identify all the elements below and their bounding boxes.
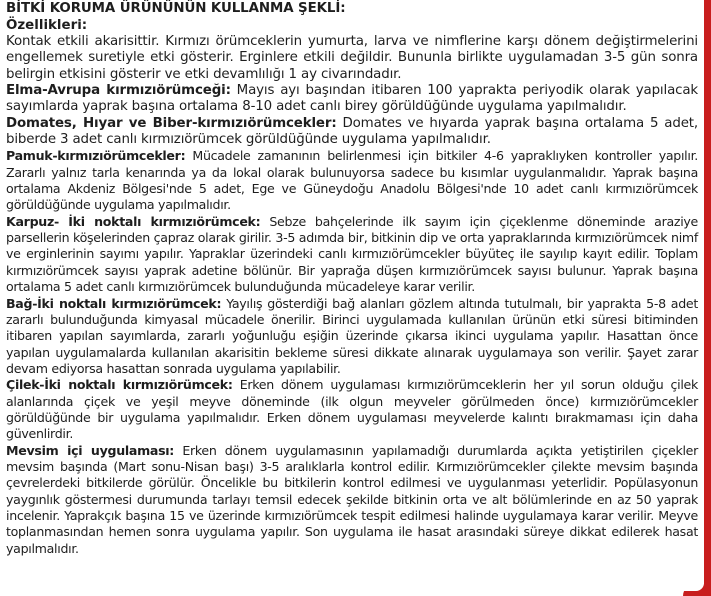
section-cilek	[6, 377, 698, 442]
section-bag	[6, 296, 698, 378]
section-text: Mayıs ayı başından itibaren 100 yaprakta periyodik olarak yapılacak sayımlarda yaprak başına ortalama 8-10 adet canlı birey görüldüğünde uygulama yapılmalıdır.	[6, 83, 699, 115]
document-title: BİTKİ KORUMA ÜRÜNÜNÜN KULLANMA ŞEKLİ:	[6, 1, 346, 16]
section-mevsim	[6, 443, 698, 557]
document-page	[6, 0, 698, 557]
section-text: Domates ve hıyarda yaprak başına ortalama 5 adet, biberde 3 adet canlı kırmızıörümcek görüldüğünde uygulama yapılmalıdır.	[6, 115, 698, 148]
section-text: Erken dönem uygulamasının yapılamadığı durumlarda açıkta yetiştirilen çiçekler mevsim başında (Mart sonu-Nisan başı) 3-5 aralıklarla kontrol edilir. Kırmızıörümcekler çilekte mevsim başında çevrelerdeki bitkilerde görülür. Öncelikle bu bitkilerin kontrol edilmesi ve uygulanması yeterlidir. Popülasyonun yaygınlık göstermesi durumunda tarlayı temsil edecek şekilde bitkinin orta ve alt bölümlerinde en az 50 yaprak incelenir. Yaprakçık başına 15 ve üzerinde kırmızıörümcek tespit edilmesi halinde uygulamaya karar verilir. Meyve toplanmasından hemen sonra uygulama yapılır. Son uygulama ile hasat arasındaki süreye dikkat edilerek hasat yapılmalıdır.	[6, 442, 698, 556]
section-text: Sebze bahçelerinde ilk sayım için çiçeklenme döneminde araziye parsellerin köşelerinden çapraz olarak girilir. 3-5 adımda bir, bitkinin dip ve orta yapraklarında kırmızıörümcek nimf ve erginlerinin sayımı yapılır. Yapraklar üzerindeki canlı kırmızıörümcekler büyüteç ile sayılıp kayıt edilir. Toplam kırmızıörümcek sayısı yaprak adetine bölünür. Bir yaprağa düşen kırmızıörümcek sayısı bulunur. Yaprak başına ortalama 5 adet canlı kırmızıörümcek bulunduğunda mücadeleye karar verilir.	[6, 213, 698, 295]
section-heading: Karpuz- İki noktalı kırmızıörümcek:	[6, 213, 261, 229]
section-elma	[6, 83, 698, 116]
section-heading: Bağ-İki noktalı kırmızıörümcek:	[6, 295, 222, 311]
section-heading: Elma-Avrupa kırmızıörümceği:	[6, 83, 231, 99]
section-text: Yayılış gösterdiği bağ alanları gözlem altında tutulmalı, bir yaprakta 5-8 adet zararlı bulunduğunda kimyasal mücadele önerilir. Birinci uygulamada kullanılan ürünün etki süresi bitiminden itibaren yapılan sayımlarda, zararlı yoğunluğu eşiğin üzerinde çıkarsa ikinci uygulama yapılır. Hasattan önce yapılan uygulamalarda kullanılan akarisitin bekleme süresi dikkate alınarak uygulamaya son verilir. Şayet zarar devam ediyorsa hasattan sonrada uygulama yapılabilir.	[6, 295, 698, 376]
section-pamuk	[6, 148, 698, 213]
section-heading: Pamuk-kırmızıörümcekler:	[6, 148, 186, 164]
section-text: Mücadele zamanının belirlenmesi için bitkiler 4-6 yapraklıyken kontroller yapılır. Zararlı yalnız tarla kenarında ya da lokal olarak bulunuyorsa sadece bu kısımlar uygulanmalıdır. Yaprak başına ortalama Akdeniz Bölgesi'nde 5 adet, Ege ve Güneydoğu Anadolu Bölgesi'nde 10 adet canlı kırmızıörümcek görüldüğünde uygulama yapılmalıdır.	[6, 148, 698, 213]
section-domates	[6, 116, 698, 149]
section-text: Erken dönem uygulaması kırmızıörümceklerin her yıl sorun olduğu çilek alanlarında çiçek ve yeşil meyve döneminde (ilk olgun meyveler görülmeden önce) kırmızıörümcekler görüldüğünde bir uygulama yapılmalıdır. Erken dönem uygulaması meyvelerde kalıntı bırakmaması için daha güvenlirdir.	[6, 377, 698, 442]
section-heading: Mevsim içi uygulaması:	[6, 442, 175, 458]
features-heading: Özellikleri:	[6, 18, 88, 33]
features-paragraph: Kontak etkili akarisittir. Kırmızı örümceklerin yumurta, larva ve nimflerine karşı dönem değiştirmelerini engellemek suretiyle etki gösterir. Erginlere etkili değildir. Bununla birlikte uygulamadan 3-5 gün sonra belirgin etkisini gösterir ve etki devamlılığı 1 ay civarındadır.	[6, 34, 698, 82]
section-karpuz	[6, 214, 698, 296]
red-page-border	[704, 0, 711, 596]
section-heading: Çilek-İki noktalı kırmızıörümcek:	[6, 377, 233, 393]
section-heading: Domates, Hıyar ve Biber-kırmızıörümcekler:	[6, 115, 337, 131]
